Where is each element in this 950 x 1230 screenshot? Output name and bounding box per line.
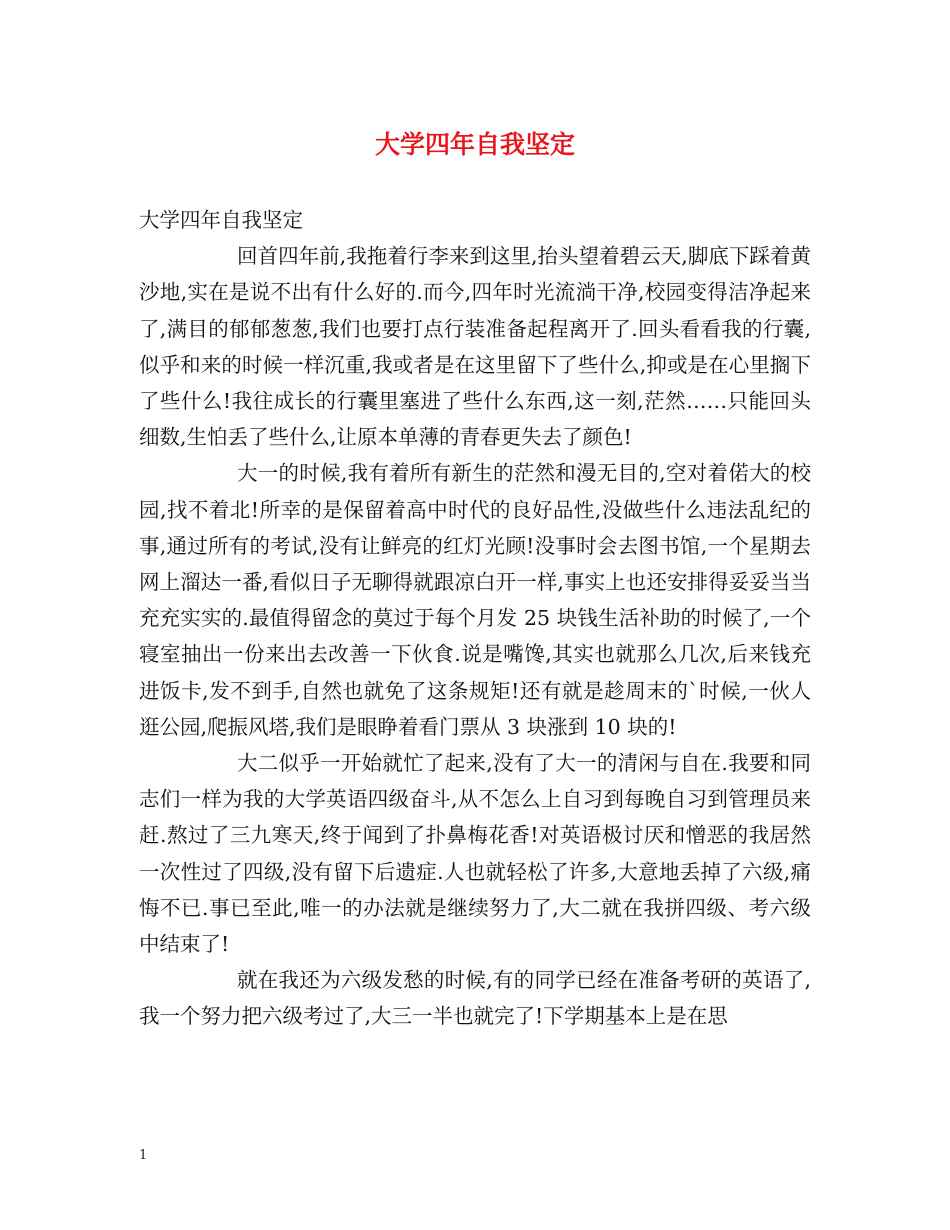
paragraph-2: 大一的时候,我有着所有新生的茫然和漫无目的,空对着偌大的校园,找不着北!所幸的是保留着高中时代的良好品性,没做些什么违法乱纪的事,通过所有的考试,没有让鲜亮的红灯光顾!没事时会去图书馆,一个星期去网上溜达一番,看似日子无聊得就跟凉白开一样,事实上也还安排得妥妥当当充充实实的.最值得留念的莫过于每个月发 25 块钱生活补助的时候了,一个寝室抽出一份来出去改善一下伙食.说是嘴馋,其实也就那么几次,后来钱充进饭卡,发不到手,自然也就免了这条规矩!还有就是趁周末的`时候,一伙人逛公园,爬振风塔,我们是眼睁着看门票从 3 块涨到 10 块的! xyxy=(139,461,811,739)
document-subheading: 大学四年自我坚定 xyxy=(139,208,303,232)
page-number: 1 xyxy=(139,1148,148,1163)
paragraph-4: 就在我还为六级发愁的时候,有的同学已经在准备考研的英语了,我一个努力把六级考过了,大三一半也就完了!下学期基本上是在思 xyxy=(139,968,811,1029)
paragraph-1: 回首四年前,我拖着行李来到这里,抬头望着碧云天,脚底下踩着黄沙地,实在是说不出有什么好的.而今,四年时光流淌干净,校园变得洁净起来了,满目的郁郁葱葱,我们也要打点行装准备起程离开了.回头看看我的行囊,似乎和来的时候一样沉重,我或者是在这里留下了些什么,抑或是在心里搁下了些什么!我往成长的行囊里塞进了些什么东西,这一刻,茫然……只能回头细数,生怕丢了些什么,让原本单薄的青春更失去了颜色! xyxy=(139,244,811,450)
document-body xyxy=(139,202,811,1035)
document-title: 大学四年自我坚定 xyxy=(374,130,575,159)
paragraph-3: 大二似乎一开始就忙了起来,没有了大一的清闲与自在.我要和同志们一样为我的大学英语四级奋斗,从不怎么上自习到每晚自习到管理员来赶.熬过了三九寒天,终于闻到了扑鼻梅花香!对英语极讨厌和憎恶的我居然一次性过了四级,没有留下后遗症.人也就轻松了许多,大意地丢掉了六级,痛悔不已.事已至此,唯一的办法就是继续努力了,大二就在我拼四级、考六级中结束了! xyxy=(139,751,811,957)
